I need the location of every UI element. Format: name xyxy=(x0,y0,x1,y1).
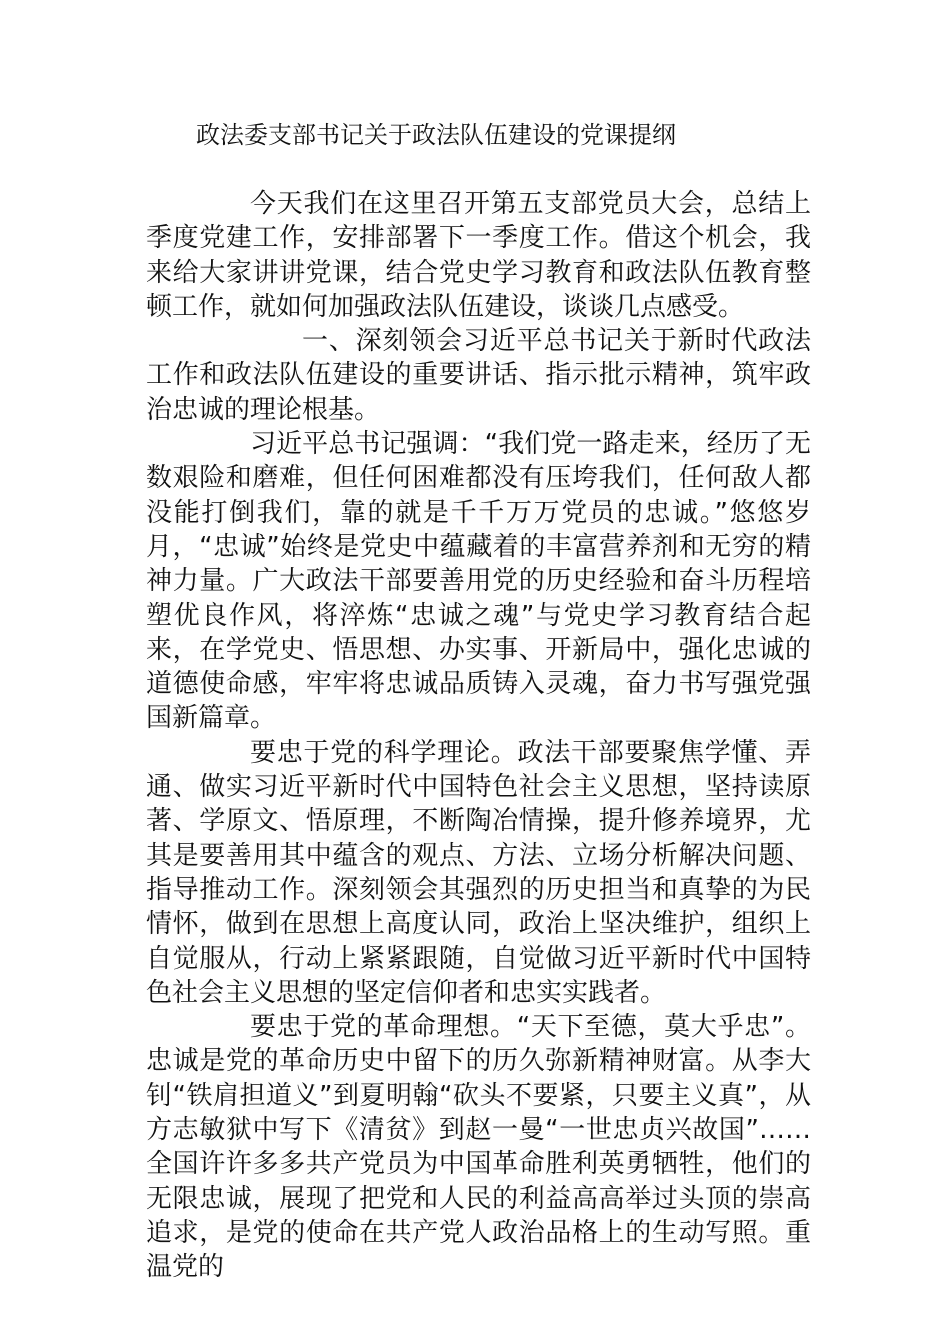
paragraph-theory: 要忠于党的科学理论。政法干部要聚焦学懂、弄通、做实习近平新时代中国特色社会主义思想，坚持读原著、学原文、悟原理，不断陶冶情操，提升修养境界，尤其是要善用其中蕴含的观点、方法、立场分析解决问题、指导推动工作。深刻领会其强烈的历史担当和真挚的为民情怀，做到在思想上高度认同，政治上坚决维护，组织上自觉服从，行动上紧紧跟随，自觉做习近平新时代中国特色社会主义思想的坚定信仰者和忠实实践者。 xyxy=(146,737,811,1008)
paragraph-intro: 今天我们在这里召开第五支部党员大会，总结上季度党建工作，安排部署下一季度工作。借这个机会，我来给大家讲讲党课，结合党史学习教育和政法队伍教育整顿工作，就如何加强政法队伍建设，谈谈几点感受。 xyxy=(146,189,811,322)
section-heading-1: 一、深刻领会习近平总书记关于新时代政法工作和政法队伍建设的重要讲话、指示批示精神，筑牢政治忠诚的理论根基。 xyxy=(146,326,811,425)
paragraph-ideal: 要忠于党的革命理想。“天下至德，莫大乎忠”。忠诚是党的革命历史中留下的历久弥新精神财富。从李大钊“铁肩担道义”到夏明翰“砍头不要紧，只要主义真”，从方志敏狱中写下《清贫》到赵一曼“一世忠贞兴故国”……全国许许多多共产党员为中国革命胜利英勇牺牲，他们的无限忠诚，展现了把党和人民的利益高高举过头顶的崇高追求，是党的使命在共产党人政治品格上的生动写照。重温党的 xyxy=(146,1012,811,1283)
document-body xyxy=(146,187,811,1285)
paragraph-quote: 习近平总书记强调：“我们党一路走来，经历了无数艰险和磨难，但任何困难都没有压垮我们，任何敌人都没能打倒我们，靠的就是千千万万党员的忠诚。”悠悠岁月，“忠诚”始终是党史中蕴藏着的丰富营养剂和无穷的精神力量。广大政法干部要善用党的历史经验和奋斗历程培塑优良作风，将淬炼“忠诚之魂”与党史学习教育结合起来，在学党史、悟思想、办实事、开新局中，强化忠诚的道德使命感，牢牢将忠诚品质铸入灵魂，奋力书写强党强国新篇章。 xyxy=(146,429,811,734)
document-title: 政法委支部书记关于政法队伍建设的党课提纲 xyxy=(196,121,676,149)
